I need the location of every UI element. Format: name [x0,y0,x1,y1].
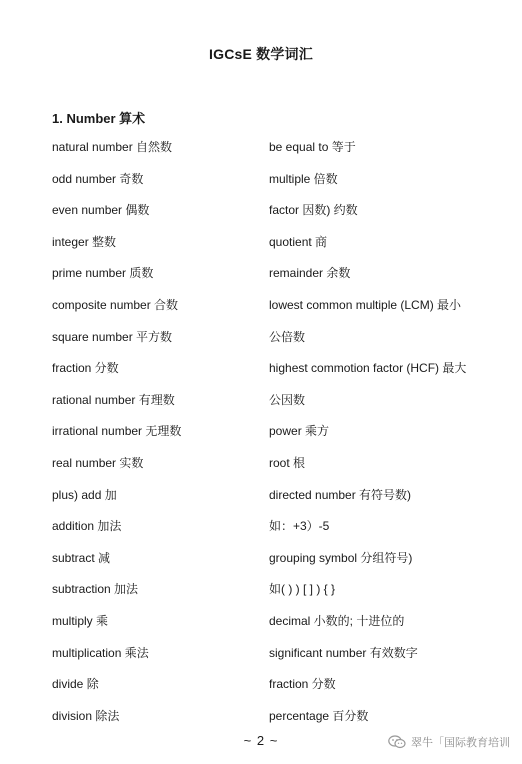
vocab-term: odd number 奇数 [52,171,144,186]
vocab-term: subtraction 加法 [52,582,139,597]
vocab-term: root 根 [269,455,306,470]
vocab-term: be equal to 等于 [269,140,356,154]
vocab-term: multiply 乘 [52,613,109,628]
vocab-term: multiplication 乘法 [52,645,149,660]
vocab-term: 如( ) ) [ ] ) { } [269,582,336,597]
page-number: ~ 2 ~ [243,733,279,748]
vocab-term: fraction 分数 [52,361,119,376]
vocab-term: lowest common multiple (LCM) 最小 [269,297,462,312]
vocab-term: factor 因数) 约数 [269,203,358,218]
vocab-term: 公因数 [269,392,306,407]
vocab-term: plus) add 加 [52,487,117,502]
section-heading: 1. Number 算术 [52,111,146,126]
vocab-term: fraction 分数 [269,677,336,692]
vocab-term: percentage 百分数 [269,708,369,723]
vocab-term: square number 平方数 [52,329,173,344]
vocab-term: highest commotion factor (HCF) 最大 [269,361,467,376]
watermark [388,734,510,750]
vocab-term: irrational number 无理数 [52,424,182,439]
vocab-term: real number 实数 [52,455,144,470]
vocab-term: divide 除 [52,677,99,692]
vocab-term: 公倍数 [269,329,306,344]
watermark-text: 翠牛「国际教育培训 [411,737,510,749]
vocab-term: 如：+3）-5 [269,519,330,534]
vocab-term: integer 整数 [52,234,117,249]
vocab-term: significant number 有效数字 [269,645,418,660]
vocab-term: addition 加法 [52,519,122,534]
vocab-term: subtract 减 [52,550,111,565]
vocab-term: even number 偶数 [52,203,150,218]
vocab-term: grouping symbol 分组符号) [269,550,413,565]
vocabulary-column-right [269,137,499,737]
vocab-term: composite number 合数 [52,297,179,312]
vocab-term: decimal 小数的; 十进位的 [269,613,405,628]
document-title: IGCsE 数学词汇 [209,46,313,62]
vocab-term: division 除法 [52,708,120,723]
vocab-term: rational number 有理数 [52,392,175,407]
vocab-term: multiple 倍数 [269,171,338,186]
wechat-icon [388,735,406,749]
vocab-term: power 乘方 [269,424,330,439]
vocab-term: remainder 余数 [269,266,351,281]
vocab-term: natural number 自然数 [52,140,173,154]
vocabulary-column-left [52,137,257,737]
vocab-term: prime number 质数 [52,266,154,281]
vocab-term: quotient 商 [269,234,328,249]
vocab-term: directed number 有符号数) [269,487,412,502]
